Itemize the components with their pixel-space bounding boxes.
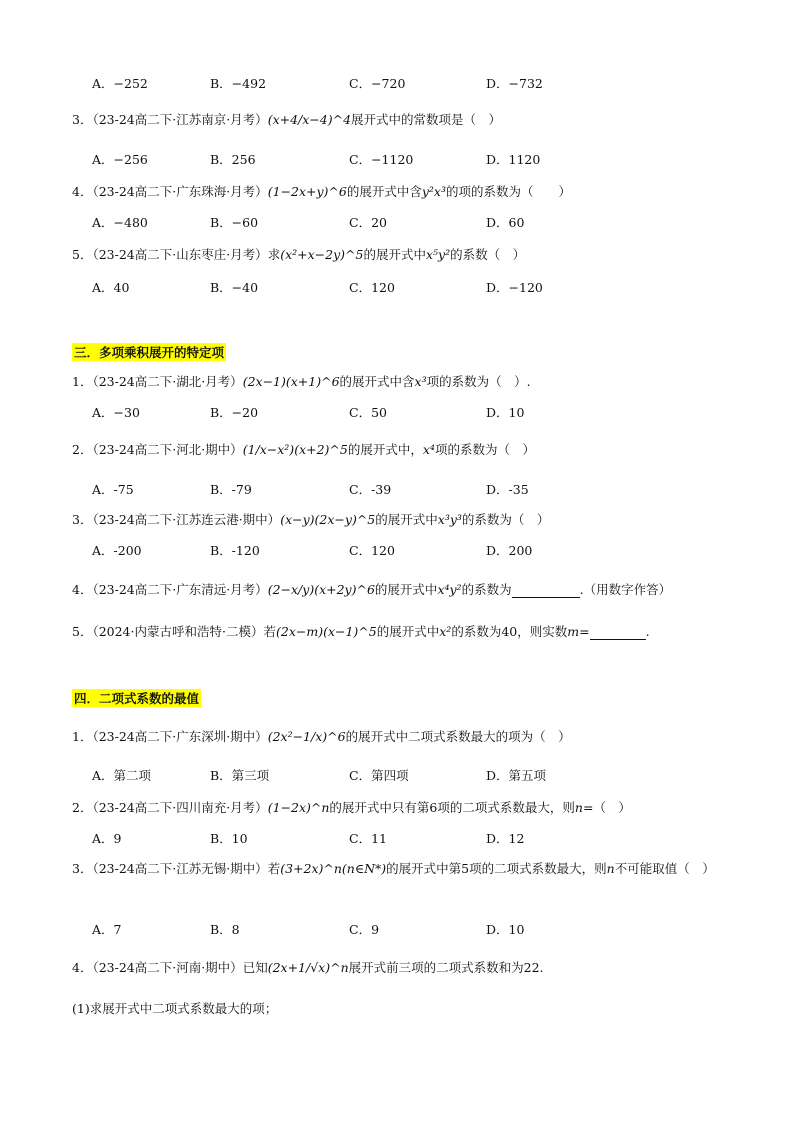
s3-question-2: 2．（23-24高二下·河北·期中）(1/x−x²)(x+2)^5的展开式中，x⁴项的系数为（ ）	[72, 442, 535, 457]
s3-question-5: 5．（2024·内蒙古呼和浩特·二模）若(2x−m)(x−1)^5的展开式中x²的系数为40，则实数m= .	[72, 624, 650, 639]
option-c[interactable]: C．−1120	[349, 152, 414, 167]
math-expression: (1−2x)^n	[267, 800, 330, 815]
s4-question-4-part-1: (1)求展开式中二项式系数最大的项；	[72, 1001, 278, 1016]
s4-question-3: 3．（23-24高二下·江苏无锡·期中）若(3+2x)^n(n∈N*)的展开式中第5项的二项式系数最大，则n不可能取值（ ）	[72, 861, 715, 876]
math-term: x³	[414, 374, 427, 389]
section-heading: 四．二项式系数的最值	[74, 691, 200, 706]
math-term: x³y³	[437, 512, 462, 527]
question-source: （23-24高二下·广东珠海·月考）	[92, 184, 268, 199]
option-a[interactable]: A．-200	[92, 543, 142, 558]
s3-question-3: 3．（23-24高二下·江苏连云港·期中）(x−y)(2x−y)^5的展开式中x³y³的系数为（ ）	[72, 512, 550, 527]
s4-question-2: 2．（23-24高二下·四川南充·月考）(1−2x)^n的展开式中只有第6项的二项式系数最大，则n=（ ）	[72, 800, 631, 815]
option-d[interactable]: D．1120	[486, 152, 541, 167]
s4-question-1: 1．（23-24高二下·广东深圳·期中）(2x²−1/x)^6的展开式中二项式系数最大的项为（ ）	[72, 729, 571, 744]
answer-blank[interactable]	[512, 582, 580, 598]
math-term: x⁵y²	[425, 247, 451, 262]
option-c[interactable]: C．11	[349, 831, 387, 846]
math-expression: (x²+x−2y)^5	[280, 247, 364, 262]
math-term: y²x³	[421, 184, 446, 199]
option-b[interactable]: B．−60	[210, 215, 259, 230]
option-b[interactable]: B．−20	[210, 405, 259, 420]
option-a[interactable]: A．−480	[92, 215, 148, 230]
option-d[interactable]: D．10	[486, 405, 525, 420]
question-source: （23-24高二下·江苏连云港·期中）	[92, 512, 281, 527]
s3-question-4: 4．（23-24高二下·广东清远·月考）(2−x/y)(x+2y)^6的展开式中x⁴y²的系数为 .（用数字作答）	[72, 582, 672, 597]
math-term: x⁴y²	[437, 582, 462, 597]
option-b[interactable]: B．10	[210, 831, 248, 846]
question-source: （23-24高二下·四川南充·月考）	[92, 800, 268, 815]
question-source: （2024·内蒙古呼和浩特·二模）	[92, 624, 264, 639]
question-4: 4．（23-24高二下·广东珠海·月考）(1−2x+y)^6的展开式中含y²x³的项的系数为（ ）	[72, 184, 572, 199]
option-b[interactable]: B．第三项	[210, 768, 270, 783]
option-c[interactable]: C．120	[349, 280, 395, 295]
s3-question-1: 1．（23-24高二下·湖北·月考）(2x−1)(x+1)^6的展开式中含x³项的系数为（ ）.	[72, 374, 531, 389]
option-c[interactable]: C．−720	[349, 76, 406, 91]
math-expression: (3+2x)^n	[280, 861, 342, 876]
option-a[interactable]: A．-75	[92, 482, 134, 497]
question-source: （23-24高二下·河北·期中）	[92, 442, 243, 457]
option-b[interactable]: B．8	[210, 922, 240, 937]
math-expression: (x+4/x−4)^4	[267, 112, 352, 127]
question-5: 5．（23-24高二下·山东枣庄·月考）求(x²+x−2y)^5的展开式中x⁵y²的系数（ ）	[72, 247, 526, 262]
option-a[interactable]: A．−30	[92, 405, 140, 420]
option-d[interactable]: D．-35	[486, 482, 529, 497]
option-c[interactable]: C．-39	[349, 482, 392, 497]
option-c[interactable]: C．50	[349, 405, 387, 420]
option-c[interactable]: C．20	[349, 215, 387, 230]
answer-blank[interactable]	[590, 624, 646, 640]
option-d[interactable]: D．−120	[486, 280, 543, 295]
math-term: x²	[439, 624, 452, 639]
math-term: x⁴	[422, 442, 435, 457]
option-d[interactable]: D．200	[486, 543, 533, 558]
option-d[interactable]: D．60	[486, 215, 525, 230]
question-source: （23-24高二下·山东枣庄·月考）	[92, 247, 268, 262]
option-b[interactable]: B．-79	[210, 482, 252, 497]
math-expression: (2x−m)(x−1)^5	[275, 624, 377, 639]
question-source: （23-24高二下·广东清远·月考）	[92, 582, 268, 597]
question-source: （23-24高二下·河南·期中）	[92, 960, 243, 975]
option-c[interactable]: C．第四项	[349, 768, 409, 783]
math-expression: (1/x−x²)(x+2)^5	[242, 442, 348, 457]
option-d[interactable]: D．−732	[486, 76, 543, 91]
math-expression: (2x²−1/x)^6	[267, 729, 346, 744]
question-source: （23-24高二下·江苏无锡·期中）	[92, 861, 268, 876]
option-b[interactable]: B．256	[210, 152, 256, 167]
math-condition: (n∈N*)	[341, 861, 387, 876]
option-c[interactable]: C．9	[349, 922, 380, 937]
option-d[interactable]: D．12	[486, 831, 525, 846]
option-b[interactable]: B．−492	[210, 76, 267, 91]
question-source: （23-24高二下·江苏南京·月考）	[92, 112, 268, 127]
option-a[interactable]: A．−256	[92, 152, 148, 167]
option-b[interactable]: B．−40	[210, 280, 259, 295]
math-expression: (2−x/y)(x+2y)^6	[267, 582, 375, 597]
option-a[interactable]: A．−252	[92, 76, 148, 91]
option-a[interactable]: A．9	[92, 831, 122, 846]
option-d[interactable]: D．第五项	[486, 768, 547, 783]
option-d[interactable]: D．10	[486, 922, 525, 937]
option-c[interactable]: C．120	[349, 543, 395, 558]
math-expression: (1−2x+y)^6	[267, 184, 347, 199]
math-expression: (2x−1)(x+1)^6	[242, 374, 340, 389]
question-source: （23-24高二下·广东深圳·期中）	[92, 729, 268, 744]
option-a[interactable]: A．7	[92, 922, 122, 937]
question-source: （23-24高二下·湖北·月考）	[92, 374, 243, 389]
math-expression: (2x+1/√x)^n	[267, 960, 349, 975]
s4-question-4: 4．（23-24高二下·河南·期中）已知(2x+1/√x)^n展开式前三项的二项式系数和为22.	[72, 960, 544, 975]
math-expression: (x−y)(2x−y)^5	[280, 512, 376, 527]
question-3: 3．（23-24高二下·江苏南京·月考）(x+4/x−4)^4展开式中的常数项是（ ）	[72, 112, 502, 127]
option-a[interactable]: A．40	[92, 280, 130, 295]
option-a[interactable]: A．第二项	[92, 768, 152, 783]
section-heading: 三．多项乘积展开的特定项	[74, 345, 225, 360]
option-b[interactable]: B．-120	[210, 543, 260, 558]
